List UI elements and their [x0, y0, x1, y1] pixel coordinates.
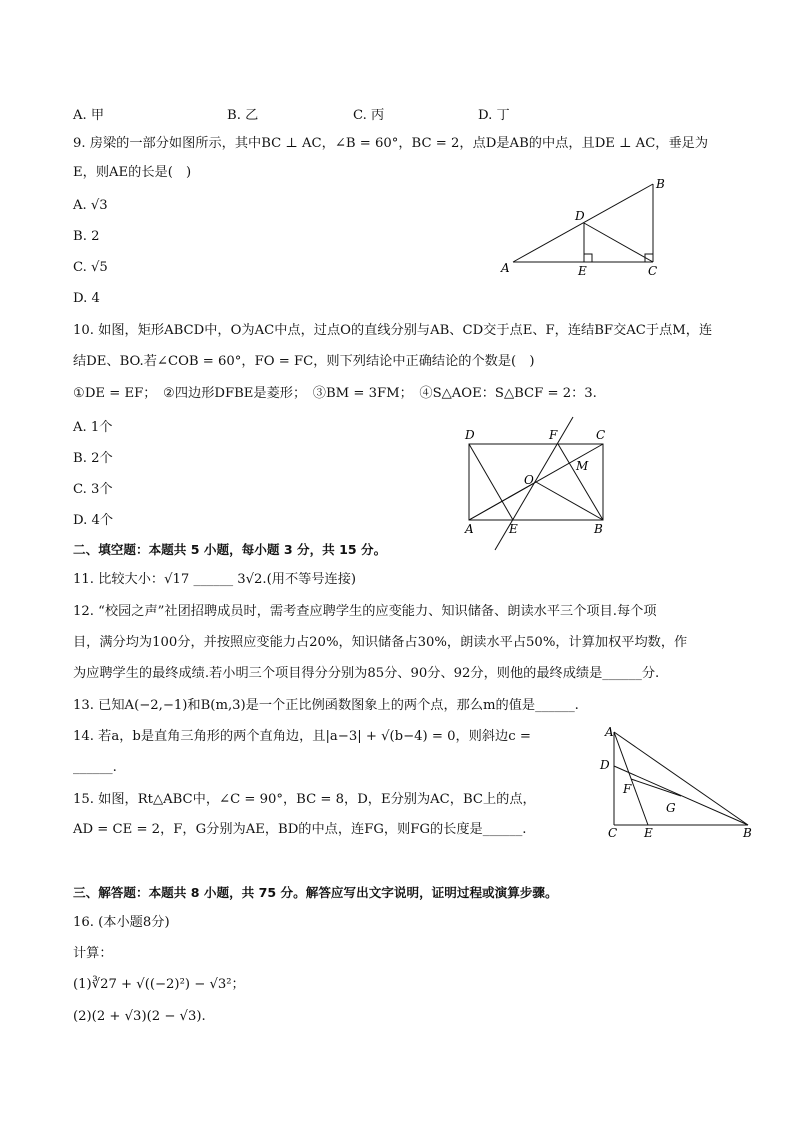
q10-option-c: C. 3个: [73, 482, 113, 497]
q10-line-ef: [495, 417, 573, 550]
q10-segment-de: [469, 444, 513, 520]
q9-label-e: E: [578, 264, 587, 278]
q15-line1: 15. 如图，Rt△ABC中，∠C = 90°，BC = 8，D，E分别为AC，BC上的点，: [73, 792, 536, 807]
q15-label-a: A: [605, 725, 614, 739]
q9-label-b: B: [656, 177, 665, 191]
q13-text: 13. 已知A(−2,−1)和B(m,3)是一个正比例函数图象上的两个点，那么m的值是______.: [73, 698, 579, 713]
section3-title: 三、解答题：本题共 8 小题，共 75 分。解答应写出文字说明，证明过程或演算步骤。: [73, 885, 558, 900]
q15-label-d: D: [600, 758, 610, 772]
q10-option-b: B. 2个: [73, 451, 113, 466]
q10-figure: [455, 415, 620, 555]
q10-label-a: A: [465, 522, 474, 536]
q10-option-d: D. 4个: [73, 513, 114, 528]
q15-label-b: B: [743, 826, 752, 840]
q10-label-m: M: [576, 459, 589, 473]
q8-option-d: D. 丁: [478, 108, 510, 123]
q9-stem-line2: E，则AE的长是( ): [73, 165, 192, 180]
q14-line2: ______.: [73, 760, 117, 775]
q10-stem-line1: 10. 如图，矩形ABCD中，O为AC中点，过点O的直线分别与AB、CD交于点E、F，连结BF交AC于点M，连: [73, 323, 713, 338]
q9-segment-dc: [584, 223, 653, 262]
q10-label-f: F: [549, 428, 558, 442]
q16-part1: (1)∛27 + √((−2)²) − √3²；: [73, 977, 245, 992]
q10-label-d: D: [465, 428, 475, 442]
q8-option-c: C. 丙: [353, 108, 385, 123]
q16-prompt: 计算：: [73, 946, 113, 961]
q9-option-c: C. √5: [73, 260, 108, 275]
q12-line1: 12. “校园之声”社团招聘成员时，需考查应聘学生的应变能力、知识储备、朗读水平三个项目.每个项: [73, 604, 657, 619]
q10-segment-ao: [469, 482, 536, 520]
q15-line2: AD = CE = 2，F，G分别为AE，BD的中点，连FG，则FG的长度是______.: [73, 822, 527, 837]
q10-conclusions: ①DE = EF； ②四边形DFBE是菱形； ③BM = 3FM； ④S△AOE：S△BCF = 2：3.: [73, 386, 597, 401]
q15-figure: [595, 722, 760, 840]
q9-option-d: D. 4: [73, 291, 100, 306]
q9-option-a: A. √3: [73, 198, 108, 213]
q15-segment-fg: [631, 779, 681, 796]
q9-right-angle-e: [584, 254, 592, 262]
q10-segment-bf: [558, 444, 603, 520]
q16-header: 16. (本小题8分): [73, 915, 170, 930]
q15-label-c: C: [608, 826, 618, 840]
q9-label-c: C: [648, 264, 658, 278]
q14-line1: 14. 若a，b是直角三角形的两个直角边，且|a−3| + √(b−4) = 0，则斜边c =: [73, 729, 531, 744]
q15-label-e: E: [644, 826, 653, 840]
q10-label-o: O: [524, 473, 534, 487]
q12-line3: 为应聘学生的最终成绩.若小明三个项目得分分别为85分、90分、92分，则他的最终成绩是______分.: [73, 666, 660, 681]
q11-text: 11. 比较大小：√17 ______ 3√2.(用不等号连接): [73, 572, 357, 587]
q10-label-c: C: [596, 428, 606, 442]
q10-stem-line2: 结DE、BO.若∠COB = 60°，FO = FC，则下列结论中正确结论的个数是( ): [73, 354, 535, 369]
q9-label-d: D: [575, 209, 585, 223]
q9-option-b: B. 2: [73, 229, 100, 244]
q9-figure: [495, 172, 680, 282]
q10-label-b: B: [594, 522, 603, 536]
q15-label-g: G: [666, 801, 676, 815]
section2-title: 二、填空题：本题共 5 小题，每小题 3 分，共 15 分。: [73, 542, 387, 557]
q10-segment-bo: [536, 482, 603, 520]
q10-option-a: A. 1个: [73, 420, 113, 435]
q15-segment-ab: [614, 732, 748, 825]
q12-line2: 目，满分均为100分，并按照应变能力占20%，知识储备占30%，朗读水平占50%，计算加权平均数，作: [73, 635, 688, 650]
q15-label-f: F: [623, 782, 632, 796]
q9-label-a: A: [501, 261, 510, 275]
q10-label-e: E: [509, 522, 518, 536]
q16-part2: (2)(2 + √3)(2 − √3).: [73, 1009, 206, 1024]
q8-option-b: B. 乙: [227, 108, 259, 123]
q9-stem-line1: 9. 房梁的一部分如图所示，其中BC ⊥ AC，∠B = 60°，BC = 2，点D是AB的中点，且DE ⊥ AC，垂足为: [73, 136, 709, 151]
q8-option-a: A. 甲: [73, 108, 105, 123]
